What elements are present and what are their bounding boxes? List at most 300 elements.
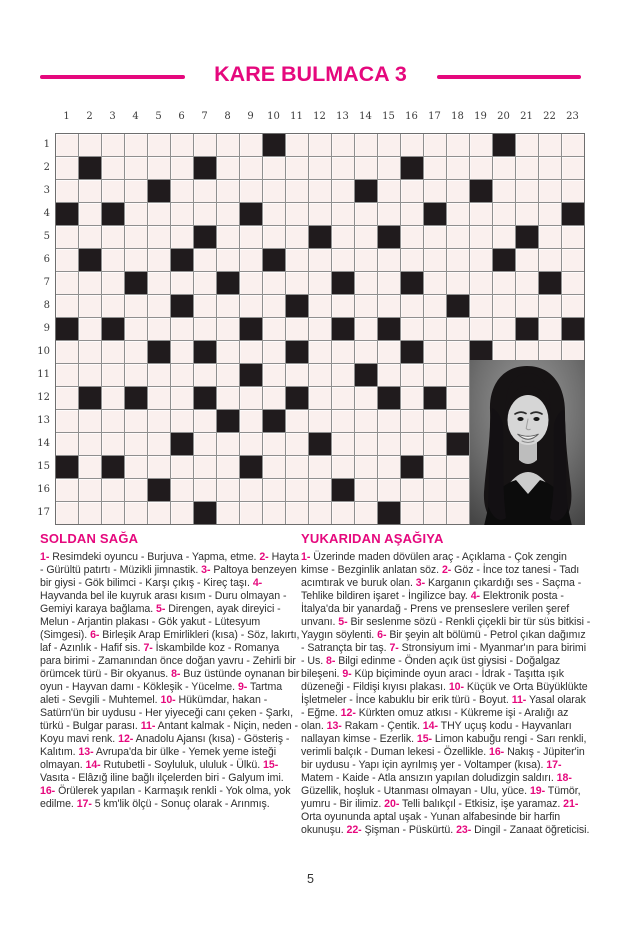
grid-cell-r5c22[interactable] bbox=[539, 226, 561, 248]
black-cell-r17c15 bbox=[378, 502, 400, 524]
grid-cell-r14c8[interactable] bbox=[217, 433, 239, 455]
grid-cell-r6c7[interactable] bbox=[194, 249, 216, 271]
page-number: 5 bbox=[307, 872, 314, 886]
grid-cell-r3c6[interactable] bbox=[171, 180, 193, 202]
grid-cell-r11c15[interactable] bbox=[378, 364, 400, 386]
grid-cell-r15c14[interactable] bbox=[355, 456, 377, 478]
grid-cell-r8c16[interactable] bbox=[401, 295, 423, 317]
grid-cell-r11c17[interactable] bbox=[424, 364, 446, 386]
grid-cell-r2c13[interactable] bbox=[332, 157, 354, 179]
grid-cell-r1c14[interactable] bbox=[355, 134, 377, 156]
grid-cell-r15c2[interactable] bbox=[79, 456, 101, 478]
grid-cell-r10c10[interactable] bbox=[263, 341, 285, 363]
grid-cell-r5c14[interactable] bbox=[355, 226, 377, 248]
grid-cell-r1c19[interactable] bbox=[470, 134, 492, 156]
grid-cell-r3c11[interactable] bbox=[286, 180, 308, 202]
grid-cell-r9c7[interactable] bbox=[194, 318, 216, 340]
grid-cell-r6c14[interactable] bbox=[355, 249, 377, 271]
grid-cell-r7c3[interactable] bbox=[102, 272, 124, 294]
grid-cell-r3c3[interactable] bbox=[102, 180, 124, 202]
grid-cell-r1c22[interactable] bbox=[539, 134, 561, 156]
grid-cell-r9c18[interactable] bbox=[447, 318, 469, 340]
grid-cell-r4c8[interactable] bbox=[217, 203, 239, 225]
grid-cell-r9c19[interactable] bbox=[470, 318, 492, 340]
grid-cell-r9c17[interactable] bbox=[424, 318, 446, 340]
grid-cell-r6c12[interactable] bbox=[309, 249, 331, 271]
grid-cell-r11c3[interactable] bbox=[102, 364, 124, 386]
grid-cell-r5c13[interactable] bbox=[332, 226, 354, 248]
grid-cell-r5c18[interactable] bbox=[447, 226, 469, 248]
grid-cell-r8c2[interactable] bbox=[79, 295, 101, 317]
grid-cell-r2c6[interactable] bbox=[171, 157, 193, 179]
grid-cell-r2c12[interactable] bbox=[309, 157, 331, 179]
grid-cell-r1c18[interactable] bbox=[447, 134, 469, 156]
grid-cell-r4c18[interactable] bbox=[447, 203, 469, 225]
grid-cell-r1c12[interactable] bbox=[309, 134, 331, 156]
grid-cell-r15c11[interactable] bbox=[286, 456, 308, 478]
grid-cell-r1c5[interactable] bbox=[148, 134, 170, 156]
grid-cell-r9c12[interactable] bbox=[309, 318, 331, 340]
grid-cell-r17c17[interactable] bbox=[424, 502, 446, 524]
grid-cell-r10c6[interactable] bbox=[171, 341, 193, 363]
clue-number: 20- bbox=[384, 798, 400, 810]
grid-cell-r3c16[interactable] bbox=[401, 180, 423, 202]
grid-cell-r3c22[interactable] bbox=[539, 180, 561, 202]
grid-cell-r6c21[interactable] bbox=[516, 249, 538, 271]
grid-cell-r8c7[interactable] bbox=[194, 295, 216, 317]
grid-cell-r2c9[interactable] bbox=[240, 157, 262, 179]
grid-cell-r7c18[interactable] bbox=[447, 272, 469, 294]
grid-cell-r6c18[interactable] bbox=[447, 249, 469, 271]
grid-cell-r12c6[interactable] bbox=[171, 387, 193, 409]
grid-cell-r1c21[interactable] bbox=[516, 134, 538, 156]
grid-cell-r13c11[interactable] bbox=[286, 410, 308, 432]
grid-cell-r11c8[interactable] bbox=[217, 364, 239, 386]
grid-cell-r17c1[interactable] bbox=[56, 502, 78, 524]
grid-cell-r2c1[interactable] bbox=[56, 157, 78, 179]
grid-cell-r16c15[interactable] bbox=[378, 479, 400, 501]
black-cell-r2c7 bbox=[194, 157, 216, 179]
grid-cell-r12c9[interactable] bbox=[240, 387, 262, 409]
grid-cell-r4c16[interactable] bbox=[401, 203, 423, 225]
grid-cell-r12c10[interactable] bbox=[263, 387, 285, 409]
grid-cell-r2c4[interactable] bbox=[125, 157, 147, 179]
grid-cell-r4c22[interactable] bbox=[539, 203, 561, 225]
grid-cell-r5c17[interactable] bbox=[424, 226, 446, 248]
grid-cell-r3c10[interactable] bbox=[263, 180, 285, 202]
grid-cell-r7c17[interactable] bbox=[424, 272, 446, 294]
grid-cell-r17c2[interactable] bbox=[79, 502, 101, 524]
grid-cell-r1c6[interactable] bbox=[171, 134, 193, 156]
grid-cell-r6c17[interactable] bbox=[424, 249, 446, 271]
grid-cell-r11c2[interactable] bbox=[79, 364, 101, 386]
grid-cell-r6c4[interactable] bbox=[125, 249, 147, 271]
grid-cell-r10c17[interactable] bbox=[424, 341, 446, 363]
grid-cell-r6c19[interactable] bbox=[470, 249, 492, 271]
grid-cell-r13c5[interactable] bbox=[148, 410, 170, 432]
grid-cell-r2c22[interactable] bbox=[539, 157, 561, 179]
grid-cell-r15c12[interactable] bbox=[309, 456, 331, 478]
grid-cell-r6c15[interactable] bbox=[378, 249, 400, 271]
grid-cell-r8c4[interactable] bbox=[125, 295, 147, 317]
grid-cell-r7c15[interactable] bbox=[378, 272, 400, 294]
grid-cell-r3c17[interactable] bbox=[424, 180, 446, 202]
grid-cell-r1c4[interactable] bbox=[125, 134, 147, 156]
grid-cell-r6c9[interactable] bbox=[240, 249, 262, 271]
grid-cell-r9c22[interactable] bbox=[539, 318, 561, 340]
grid-cell-r8c8[interactable] bbox=[217, 295, 239, 317]
grid-cell-r3c13[interactable] bbox=[332, 180, 354, 202]
grid-cell-r5c6[interactable] bbox=[171, 226, 193, 248]
grid-cell-r2c21[interactable] bbox=[516, 157, 538, 179]
grid-cell-r2c10[interactable] bbox=[263, 157, 285, 179]
grid-cell-r17c18[interactable] bbox=[447, 502, 469, 524]
grid-cell-r14c9[interactable] bbox=[240, 433, 262, 455]
grid-cell-r6c3[interactable] bbox=[102, 249, 124, 271]
grid-cell-r2c15[interactable] bbox=[378, 157, 400, 179]
grid-cell-r17c14[interactable] bbox=[355, 502, 377, 524]
grid-cell-r13c13[interactable] bbox=[332, 410, 354, 432]
grid-cell-r8c23[interactable] bbox=[562, 295, 584, 317]
grid-cell-r8c5[interactable] bbox=[148, 295, 170, 317]
black-cell-r1c20 bbox=[493, 134, 515, 156]
grid-cell-r17c13[interactable] bbox=[332, 502, 354, 524]
grid-cell-r10c4[interactable] bbox=[125, 341, 147, 363]
grid-cell-r15c15[interactable] bbox=[378, 456, 400, 478]
grid-cell-r14c2[interactable] bbox=[79, 433, 101, 455]
grid-cell-r7c10[interactable] bbox=[263, 272, 285, 294]
grid-cell-r11c18[interactable] bbox=[447, 364, 469, 386]
grid-cell-r5c2[interactable] bbox=[79, 226, 101, 248]
grid-cell-r2c23[interactable] bbox=[562, 157, 584, 179]
grid-cell-r7c9[interactable] bbox=[240, 272, 262, 294]
grid-cell-r13c9[interactable] bbox=[240, 410, 262, 432]
grid-cell-r7c11[interactable] bbox=[286, 272, 308, 294]
grid-cell-r2c5[interactable] bbox=[148, 157, 170, 179]
grid-cell-r7c23[interactable] bbox=[562, 272, 584, 294]
grid-cell-r2c19[interactable] bbox=[470, 157, 492, 179]
grid-cell-r8c9[interactable] bbox=[240, 295, 262, 317]
grid-cell-r11c16[interactable] bbox=[401, 364, 423, 386]
grid-cell-r13c3[interactable] bbox=[102, 410, 124, 432]
grid-cell-r13c12[interactable] bbox=[309, 410, 331, 432]
grid-cell-r3c8[interactable] bbox=[217, 180, 239, 202]
grid-cell-r6c22[interactable] bbox=[539, 249, 561, 271]
grid-cell-r14c13[interactable] bbox=[332, 433, 354, 455]
grid-cell-r5c3[interactable] bbox=[102, 226, 124, 248]
grid-cell-r16c10[interactable] bbox=[263, 479, 285, 501]
grid-cell-r6c1[interactable] bbox=[56, 249, 78, 271]
grid-cell-r10c2[interactable] bbox=[79, 341, 101, 363]
grid-cell-r1c9[interactable] bbox=[240, 134, 262, 156]
grid-cell-r9c16[interactable] bbox=[401, 318, 423, 340]
grid-cell-r2c20[interactable] bbox=[493, 157, 515, 179]
grid-cell-r5c19[interactable] bbox=[470, 226, 492, 248]
grid-cell-r1c11[interactable] bbox=[286, 134, 308, 156]
grid-cell-r10c8[interactable] bbox=[217, 341, 239, 363]
grid-cell-r14c15[interactable] bbox=[378, 433, 400, 455]
grid-cell-r8c1[interactable] bbox=[56, 295, 78, 317]
grid-cell-r13c18[interactable] bbox=[447, 410, 469, 432]
grid-cell-r1c7[interactable] bbox=[194, 134, 216, 156]
grid-cell-r7c19[interactable] bbox=[470, 272, 492, 294]
grid-cell-r4c15[interactable] bbox=[378, 203, 400, 225]
grid-cell-r2c3[interactable] bbox=[102, 157, 124, 179]
grid-cell-r16c4[interactable] bbox=[125, 479, 147, 501]
grid-cell-r9c4[interactable] bbox=[125, 318, 147, 340]
grid-cell-r6c16[interactable] bbox=[401, 249, 423, 271]
grid-cell-r14c7[interactable] bbox=[194, 433, 216, 455]
grid-cell-r15c13[interactable] bbox=[332, 456, 354, 478]
grid-cell-r7c12[interactable] bbox=[309, 272, 331, 294]
grid-cell-r8c14[interactable] bbox=[355, 295, 377, 317]
grid-cell-r14c10[interactable] bbox=[263, 433, 285, 455]
grid-cell-r7c21[interactable] bbox=[516, 272, 538, 294]
black-cell-r12c2 bbox=[79, 387, 101, 409]
grid-cell-r4c21[interactable] bbox=[516, 203, 538, 225]
grid-cell-r3c20[interactable] bbox=[493, 180, 515, 202]
grid-cell-r9c8[interactable] bbox=[217, 318, 239, 340]
grid-cell-r5c4[interactable] bbox=[125, 226, 147, 248]
grid-cell-r17c10[interactable] bbox=[263, 502, 285, 524]
grid-cell-r3c23[interactable] bbox=[562, 180, 584, 202]
grid-cell-r1c23[interactable] bbox=[562, 134, 584, 156]
grid-cell-r4c4[interactable] bbox=[125, 203, 147, 225]
grid-cell-r13c1[interactable] bbox=[56, 410, 78, 432]
grid-cell-r13c17[interactable] bbox=[424, 410, 446, 432]
grid-cell-r11c6[interactable] bbox=[171, 364, 193, 386]
grid-cell-r9c10[interactable] bbox=[263, 318, 285, 340]
grid-cell-r8c10[interactable] bbox=[263, 295, 285, 317]
grid-cell-r15c5[interactable] bbox=[148, 456, 170, 478]
grid-cell-r9c20[interactable] bbox=[493, 318, 515, 340]
grid-cell-r12c8[interactable] bbox=[217, 387, 239, 409]
grid-cell-r15c7[interactable] bbox=[194, 456, 216, 478]
grid-cell-r5c1[interactable] bbox=[56, 226, 78, 248]
grid-cell-r12c12[interactable] bbox=[309, 387, 331, 409]
grid-cell-r16c12[interactable] bbox=[309, 479, 331, 501]
grid-cell-r16c2[interactable] bbox=[79, 479, 101, 501]
grid-cell-r10c1[interactable] bbox=[56, 341, 78, 363]
grid-cell-r8c3[interactable] bbox=[102, 295, 124, 317]
grid-cell-r1c3[interactable] bbox=[102, 134, 124, 156]
grid-cell-r14c1[interactable] bbox=[56, 433, 78, 455]
grid-cell-r4c19[interactable] bbox=[470, 203, 492, 225]
grid-cell-r12c16[interactable] bbox=[401, 387, 423, 409]
grid-cell-r16c18[interactable] bbox=[447, 479, 469, 501]
grid-cell-r5c20[interactable] bbox=[493, 226, 515, 248]
grid-cell-r10c3[interactable] bbox=[102, 341, 124, 363]
grid-cell-r16c16[interactable] bbox=[401, 479, 423, 501]
grid-cell-r1c1[interactable] bbox=[56, 134, 78, 156]
grid-cell-r8c21[interactable] bbox=[516, 295, 538, 317]
row-number-7: 7 bbox=[43, 277, 50, 288]
grid-cell-r3c21[interactable] bbox=[516, 180, 538, 202]
grid-cell-r14c4[interactable] bbox=[125, 433, 147, 455]
grid-cell-r6c23[interactable] bbox=[562, 249, 584, 271]
grid-cell-r7c7[interactable] bbox=[194, 272, 216, 294]
grid-cell-r11c1[interactable] bbox=[56, 364, 78, 386]
grid-cell-r16c3[interactable] bbox=[102, 479, 124, 501]
grid-cell-r17c3[interactable] bbox=[102, 502, 124, 524]
grid-cell-r7c1[interactable] bbox=[56, 272, 78, 294]
grid-cell-r8c20[interactable] bbox=[493, 295, 515, 317]
grid-cell-r13c15[interactable] bbox=[378, 410, 400, 432]
grid-cell-r11c5[interactable] bbox=[148, 364, 170, 386]
grid-cell-r16c17[interactable] bbox=[424, 479, 446, 501]
grid-cell-r1c2[interactable] bbox=[79, 134, 101, 156]
grid-cell-r17c4[interactable] bbox=[125, 502, 147, 524]
grid-cell-r13c2[interactable] bbox=[79, 410, 101, 432]
grid-cell-r9c6[interactable] bbox=[171, 318, 193, 340]
grid-cell-r6c11[interactable] bbox=[286, 249, 308, 271]
grid-cell-r10c14[interactable] bbox=[355, 341, 377, 363]
grid-cell-r13c14[interactable] bbox=[355, 410, 377, 432]
grid-cell-r3c9[interactable] bbox=[240, 180, 262, 202]
black-cell-r5c21 bbox=[516, 226, 538, 248]
grid-cell-r4c11[interactable] bbox=[286, 203, 308, 225]
grid-cell-r3c1[interactable] bbox=[56, 180, 78, 202]
grid-cell-r14c17[interactable] bbox=[424, 433, 446, 455]
grid-cell-r5c5[interactable] bbox=[148, 226, 170, 248]
grid-cell-r13c6[interactable] bbox=[171, 410, 193, 432]
grid-cell-r15c18[interactable] bbox=[447, 456, 469, 478]
grid-cell-r6c8[interactable] bbox=[217, 249, 239, 271]
grid-cell-r7c2[interactable] bbox=[79, 272, 101, 294]
grid-cell-r8c17[interactable] bbox=[424, 295, 446, 317]
grid-cell-r9c5[interactable] bbox=[148, 318, 170, 340]
grid-cell-r11c7[interactable] bbox=[194, 364, 216, 386]
grid-cell-r3c18[interactable] bbox=[447, 180, 469, 202]
grid-cell-r3c15[interactable] bbox=[378, 180, 400, 202]
grid-cell-r14c3[interactable] bbox=[102, 433, 124, 455]
grid-cell-r10c13[interactable] bbox=[332, 341, 354, 363]
grid-cell-r10c9[interactable] bbox=[240, 341, 262, 363]
grid-cell-r8c15[interactable] bbox=[378, 295, 400, 317]
grid-cell-r8c13[interactable] bbox=[332, 295, 354, 317]
grid-cell-r11c12[interactable] bbox=[309, 364, 331, 386]
grid-cell-r7c6[interactable] bbox=[171, 272, 193, 294]
grid-cell-r4c10[interactable] bbox=[263, 203, 285, 225]
grid-cell-r9c11[interactable] bbox=[286, 318, 308, 340]
grid-cell-r3c2[interactable] bbox=[79, 180, 101, 202]
grid-cell-r17c11[interactable] bbox=[286, 502, 308, 524]
black-cell-r15c9 bbox=[240, 456, 262, 478]
grid-cell-r12c3[interactable] bbox=[102, 387, 124, 409]
grid-cell-r2c18[interactable] bbox=[447, 157, 469, 179]
grid-cell-r6c5[interactable] bbox=[148, 249, 170, 271]
row-number-4: 4 bbox=[43, 208, 50, 219]
grid-cell-r5c16[interactable] bbox=[401, 226, 423, 248]
grid-cell-r4c5[interactable] bbox=[148, 203, 170, 225]
grid-cell-r11c13[interactable] bbox=[332, 364, 354, 386]
grid-cell-r12c18[interactable] bbox=[447, 387, 469, 409]
grid-cell-r5c10[interactable] bbox=[263, 226, 285, 248]
grid-cell-r17c8[interactable] bbox=[217, 502, 239, 524]
grid-cell-r15c4[interactable] bbox=[125, 456, 147, 478]
grid-cell-r16c6[interactable] bbox=[171, 479, 193, 501]
grid-cell-r3c12[interactable] bbox=[309, 180, 331, 202]
grid-cell-r12c14[interactable] bbox=[355, 387, 377, 409]
grid-cell-r16c11[interactable] bbox=[286, 479, 308, 501]
grid-cell-r17c12[interactable] bbox=[309, 502, 331, 524]
grid-cell-r6c13[interactable] bbox=[332, 249, 354, 271]
grid-cell-r5c9[interactable] bbox=[240, 226, 262, 248]
grid-cell-r13c4[interactable] bbox=[125, 410, 147, 432]
grid-cell-r16c9[interactable] bbox=[240, 479, 262, 501]
grid-cell-r3c4[interactable] bbox=[125, 180, 147, 202]
grid-cell-r15c17[interactable] bbox=[424, 456, 446, 478]
grid-cell-r8c19[interactable] bbox=[470, 295, 492, 317]
grid-cell-r7c14[interactable] bbox=[355, 272, 377, 294]
grid-cell-r13c16[interactable] bbox=[401, 410, 423, 432]
grid-cell-r1c8[interactable] bbox=[217, 134, 239, 156]
grid-cell-r17c5[interactable] bbox=[148, 502, 170, 524]
grid-cell-r7c20[interactable] bbox=[493, 272, 515, 294]
grid-cell-r11c11[interactable] bbox=[286, 364, 308, 386]
grid-cell-r10c18[interactable] bbox=[447, 341, 469, 363]
grid-cell-r4c13[interactable] bbox=[332, 203, 354, 225]
grid-cell-r11c10[interactable] bbox=[263, 364, 285, 386]
grid-cell-r17c16[interactable] bbox=[401, 502, 423, 524]
grid-cell-r7c5[interactable] bbox=[148, 272, 170, 294]
grid-cell-r16c8[interactable] bbox=[217, 479, 239, 501]
grid-cell-r16c14[interactable] bbox=[355, 479, 377, 501]
grid-cell-r4c14[interactable] bbox=[355, 203, 377, 225]
grid-cell-r16c1[interactable] bbox=[56, 479, 78, 501]
grid-cell-r14c11[interactable] bbox=[286, 433, 308, 455]
grid-cell-r4c6[interactable] bbox=[171, 203, 193, 225]
grid-cell-r2c17[interactable] bbox=[424, 157, 446, 179]
grid-cell-r12c5[interactable] bbox=[148, 387, 170, 409]
grid-cell-r16c7[interactable] bbox=[194, 479, 216, 501]
grid-cell-r14c5[interactable] bbox=[148, 433, 170, 455]
grid-cell-r12c13[interactable] bbox=[332, 387, 354, 409]
grid-cell-r4c7[interactable] bbox=[194, 203, 216, 225]
grid-cell-r15c10[interactable] bbox=[263, 456, 285, 478]
grid-cell-r17c6[interactable] bbox=[171, 502, 193, 524]
grid-cell-r5c23[interactable] bbox=[562, 226, 584, 248]
grid-cell-r15c8[interactable] bbox=[217, 456, 239, 478]
grid-cell-r12c1[interactable] bbox=[56, 387, 78, 409]
grid-cell-r4c2[interactable] bbox=[79, 203, 101, 225]
grid-cell-r5c11[interactable] bbox=[286, 226, 308, 248]
grid-cell-r4c12[interactable] bbox=[309, 203, 331, 225]
grid-cell-r3c7[interactable] bbox=[194, 180, 216, 202]
grid-cell-r8c22[interactable] bbox=[539, 295, 561, 317]
grid-cell-r11c4[interactable] bbox=[125, 364, 147, 386]
grid-cell-r2c8[interactable] bbox=[217, 157, 239, 179]
grid-cell-r1c16[interactable] bbox=[401, 134, 423, 156]
grid-cell-r1c13[interactable] bbox=[332, 134, 354, 156]
grid-cell-r17c9[interactable] bbox=[240, 502, 262, 524]
grid-cell-r8c12[interactable] bbox=[309, 295, 331, 317]
grid-cell-r2c14[interactable] bbox=[355, 157, 377, 179]
grid-cell-r14c14[interactable] bbox=[355, 433, 377, 455]
grid-cell-r1c15[interactable] bbox=[378, 134, 400, 156]
grid-cell-r10c15[interactable] bbox=[378, 341, 400, 363]
grid-cell-r15c6[interactable] bbox=[171, 456, 193, 478]
grid-cell-r4c20[interactable] bbox=[493, 203, 515, 225]
grid-cell-r1c17[interactable] bbox=[424, 134, 446, 156]
grid-cell-r5c8[interactable] bbox=[217, 226, 239, 248]
grid-cell-r13c7[interactable] bbox=[194, 410, 216, 432]
grid-cell-r9c2[interactable] bbox=[79, 318, 101, 340]
grid-cell-r14c16[interactable] bbox=[401, 433, 423, 455]
grid-cell-r2c11[interactable] bbox=[286, 157, 308, 179]
grid-cell-r9c14[interactable] bbox=[355, 318, 377, 340]
grid-cell-r10c12[interactable] bbox=[309, 341, 331, 363]
